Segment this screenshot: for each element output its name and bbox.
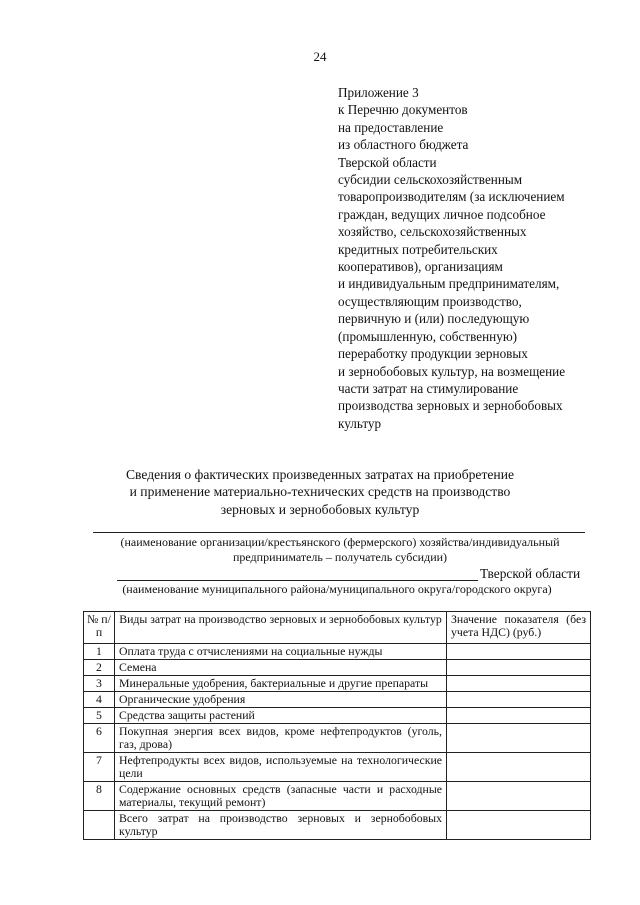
appendix-line: Тверской области	[338, 154, 437, 170]
row-value	[447, 644, 591, 660]
table-row	[84, 724, 591, 753]
row-num: 1	[84, 644, 115, 660]
appendix-line: переработку продукции зерновых	[338, 346, 528, 362]
header-value: Значение показателя (без учета НДС) (руб.)	[447, 612, 591, 644]
appendix-line: производства зерновых и зернобобовых	[338, 398, 563, 414]
appendix-line: кредитных потребительских	[338, 241, 498, 257]
row-num	[84, 811, 115, 840]
row-num: 2	[84, 660, 115, 676]
row-num: 4	[84, 692, 115, 708]
row-value	[447, 708, 591, 724]
appendix-line: на предоставление	[338, 119, 444, 135]
row-value	[447, 782, 591, 811]
table-row	[84, 753, 591, 782]
appendix-line: к Перечню документов	[338, 102, 468, 118]
appendix-line: части затрат на стимулирование	[338, 380, 519, 396]
region-suffix: Тверской области	[480, 566, 581, 581]
table-row	[84, 708, 591, 724]
appendix-line: из областного бюджета	[338, 137, 469, 153]
row-value	[447, 660, 591, 676]
table-row	[84, 660, 591, 676]
region-name-line	[117, 580, 478, 581]
row-value	[447, 753, 591, 782]
row-label: Содержание основных средств (запасные части и расходные материалы, текущий ремонт)	[115, 782, 447, 811]
title-line: Сведения о фактических произведенных затратах на приобретение	[125, 467, 515, 482]
appendix-line: хозяйство, сельскохозяйственных	[338, 224, 527, 240]
row-value	[447, 811, 591, 840]
appendix-line: первичную и (или) последующую	[338, 311, 530, 327]
appendix-line: культур	[338, 415, 382, 431]
row-value	[447, 676, 591, 692]
appendix-line: и зернобобовых культур, на возмещение	[338, 363, 566, 379]
row-label: Семена	[115, 660, 447, 676]
appendix-line: Приложение 3	[338, 85, 419, 100]
appendix-header	[338, 84, 618, 432]
row-num: 5	[84, 708, 115, 724]
table-row	[84, 692, 591, 708]
appendix-line: товаропроизводителям (за исключением	[338, 189, 565, 205]
header-type: Виды затрат на производство зерновых и зернобобовых культур	[115, 612, 447, 644]
row-num: 8	[84, 782, 115, 811]
row-value	[447, 692, 591, 708]
table-header-row	[84, 612, 591, 644]
appendix-line: (промышленную, собственную)	[338, 328, 518, 344]
row-label: Органические удобрения	[115, 692, 447, 708]
row-value	[447, 724, 591, 753]
table-row	[84, 676, 591, 692]
table-row	[84, 644, 591, 660]
document-title	[60, 466, 580, 518]
row-label: Средства защиты растений	[115, 708, 447, 724]
region-caption: (наименование муниципального района/муниципального округа/городского округа)	[122, 582, 552, 596]
row-label: Покупная энергия всех видов, кроме нефтепродуктов (уголь, газ, дрова)	[115, 724, 447, 753]
table-row	[84, 782, 591, 811]
appendix-line: субсидии сельскохозяйственным	[338, 172, 523, 188]
row-label: Оплата труда с отчислениями на социальные нужды	[115, 644, 447, 660]
row-label: Всего затрат на производство зерновых и зернобобовых культур	[115, 811, 447, 840]
row-num: 6	[84, 724, 115, 753]
row-num: 3	[84, 676, 115, 692]
row-num: 7	[84, 753, 115, 782]
appendix-line: и индивидуальным предпринимателям,	[338, 276, 560, 292]
appendix-line: граждан, ведущих личное подсобное	[338, 206, 546, 222]
table-total-row	[84, 811, 591, 840]
title-line: зерновых и зернобобовых культур	[220, 501, 420, 517]
costs-table	[83, 611, 591, 840]
appendix-line: осуществляющим производство,	[338, 293, 522, 309]
header-num: № п/п	[84, 612, 115, 644]
appendix-line: кооперативов), организациям	[338, 259, 503, 275]
page-number: 24	[313, 49, 327, 64]
row-label: Минеральные удобрения, бактериальные и другие препараты	[115, 676, 447, 692]
organization-name-caption: (наименование организации/крестьянского (фермерского) хозяйства/индивидуальный предприниматель – получатель субсидии)	[120, 535, 560, 564]
title-line: и применение материально-технических средств на производство	[129, 484, 511, 500]
organization-name-line	[93, 532, 585, 533]
row-label: Нефтепродукты всех видов, используемые на технологические цели	[115, 753, 447, 782]
